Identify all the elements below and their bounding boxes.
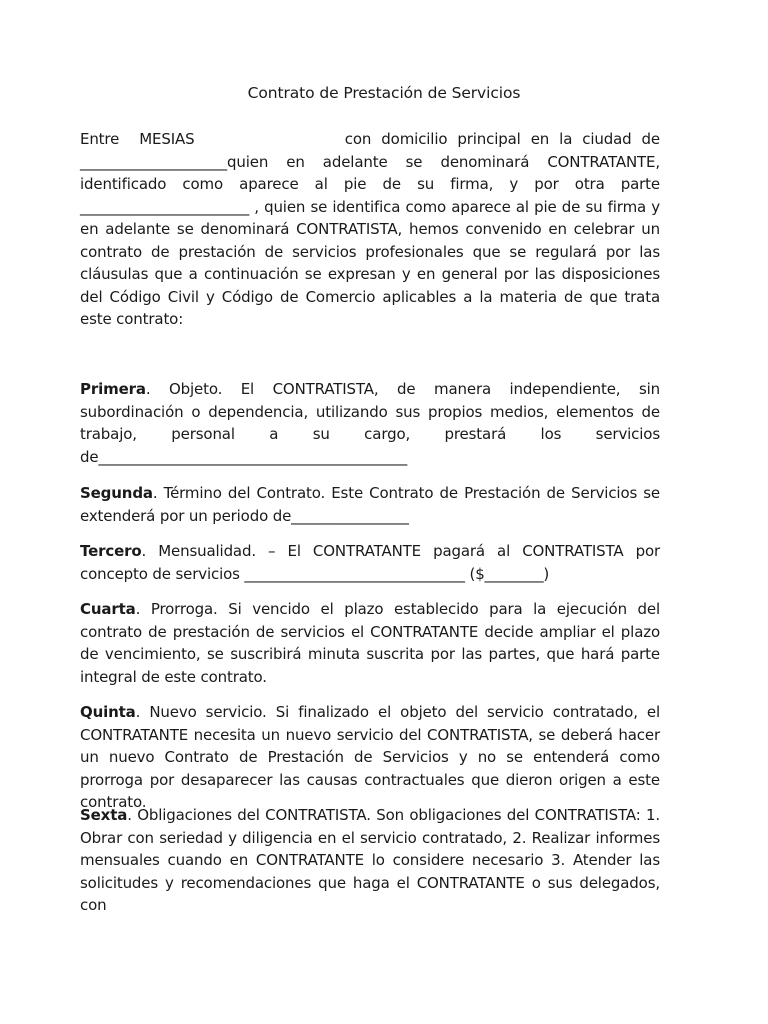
clause-text: . Obligaciones del CONTRATISTA. Son obligaciones del CONTRATISTA: 1. Obrar con seriedad y diligencia en el servicio contratado, 2. Realizar informes mensuales cuando en CONTRATANTE lo considere necesario 3. Atender las solicitudes y recomendaciones que haga el CONTRATANTE o sus delegados, con	[80, 806, 660, 914]
clause-heading: Quinta	[80, 703, 136, 721]
clause-segunda	[80, 482, 660, 527]
clause-tercero	[80, 540, 660, 585]
intro-paragraph	[80, 128, 665, 331]
clause-heading: Primera	[80, 380, 146, 398]
intro-text: Entre MESIAS con domicilio principal en la ciudad de ____________________quien en adelante se denominará CONTRATANTE, identificado como aparece al pie de su firma, y por otra parte _______________________ , quien se identifica como aparece al pie de su firma y en adelante se denominará CONTRATISTA, hemos convenido en celebrar un contrato de prestación de servicios profesionales que se regulará por las cláusulas que a continuación se expresan y en general por las disposiciones del Código Civil y Código de Comercio aplicables a la materia de que trata este contrato:	[80, 130, 665, 328]
clause-text: . Mensualidad. – El CONTRATANTE pagará al CONTRATISTA por concepto de servicios ______________________________ ($________)	[80, 542, 660, 583]
clause-cuarta	[80, 598, 660, 688]
clause-heading: Cuarta	[80, 600, 136, 618]
clause-heading: Sexta	[80, 806, 128, 824]
clause-text: . Nuevo servicio. Si finalizado el objeto del servicio contratado, el CONTRATANTE necesita un nuevo servicio del CONTRATISTA, se deberá hacer un nuevo Contrato de Prestación de Servicios y no se entenderá como prorroga por desaparecer las causas contractuales que dieron origen a este contrato.	[80, 703, 660, 811]
clause-heading: Segunda	[80, 484, 153, 502]
clause-heading: Tercero	[80, 542, 142, 560]
document-title: Contrato de Prestación de Servicios	[247, 84, 521, 102]
clause-quinta	[80, 701, 660, 814]
clause-primera	[80, 378, 660, 468]
clause-text: . Prorroga. Si vencido el plazo establecido para la ejecución del contrato de prestación de servicios el CONTRATANTE decide ampliar el plazo de vencimiento, se suscribirá minuta suscrita por las partes, que hará parte integral de este contrato.	[80, 600, 660, 686]
clause-sexta	[80, 804, 660, 917]
clause-text: . Objeto. El CONTRATISTA, de manera independiente, sin subordinación o dependencia, utilizando sus propios medios, elementos de trabajo, personal a su cargo, prestará los servicios de__________________________________________	[80, 380, 660, 466]
clause-text: . Término del Contrato. Este Contrato de Prestación de Servicios se extenderá por un periodo de________________	[80, 484, 660, 525]
